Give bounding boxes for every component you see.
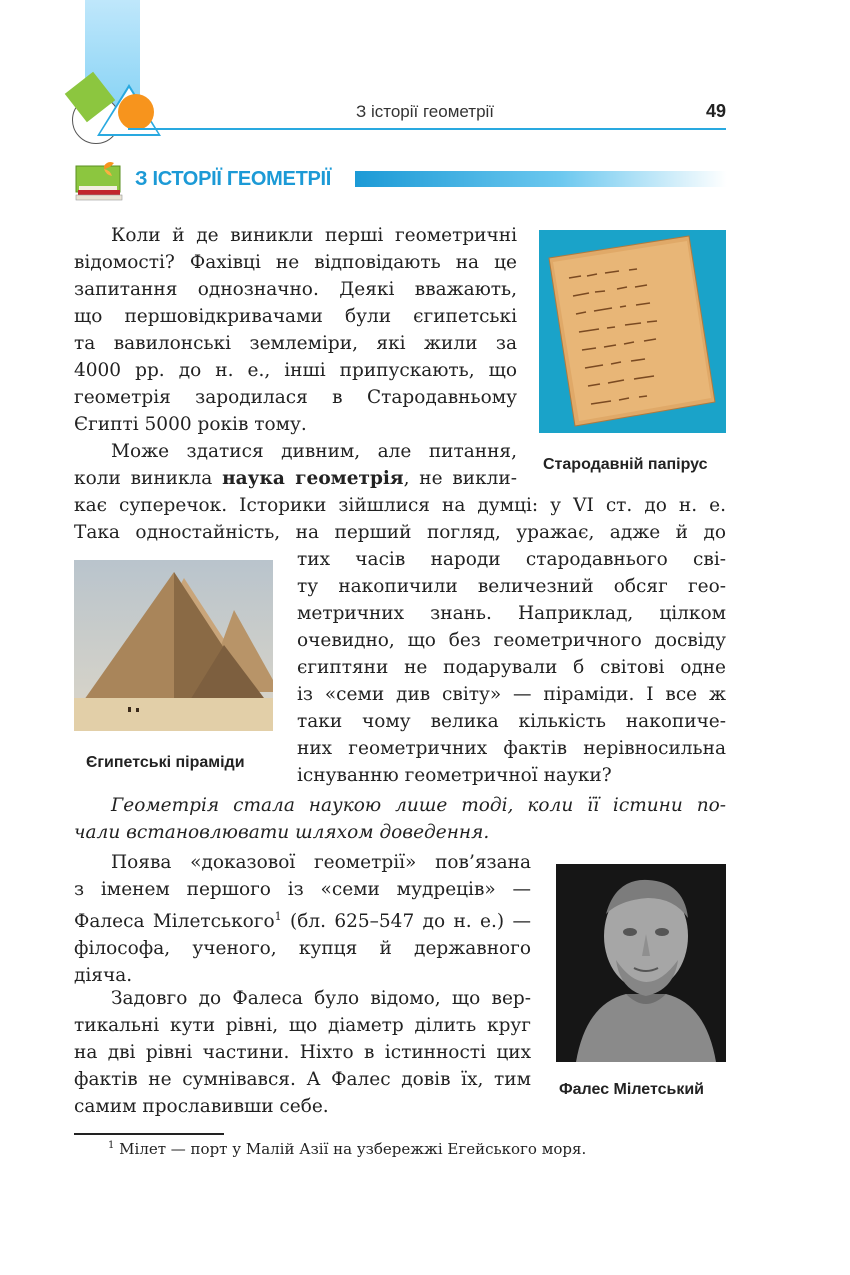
papyrus-caption: Стародавній папірус (543, 456, 708, 473)
paragraph-3 (74, 849, 531, 989)
thales-bust-image (556, 864, 726, 1062)
bold-term: наука геометрія (222, 468, 404, 489)
footnote-number: 1 (108, 1140, 115, 1151)
pyramids-image (74, 560, 273, 731)
paragraph-2-top (74, 438, 517, 492)
text-line: Може здатися дивним, але питання, (111, 441, 517, 462)
text-fragment: коли виникла (74, 468, 223, 489)
text-line: та вавилонські землеміри, які жили за (74, 333, 517, 354)
text-line: з іменем першого із «семи мудреців» — (74, 879, 531, 900)
text-line: тих часів народи стародавнього сві- (297, 549, 726, 570)
text-line: фактів не сумнівався. А Фалес довів їх, тим (74, 1069, 531, 1090)
text-fragment: (бл. 625–547 до н. е.) — (289, 911, 531, 933)
text-line: таки чому велика кількість накопиче- (297, 711, 726, 732)
text-line: чали встановлювати шляхом доведення. (74, 822, 490, 843)
section-title: З ІСТОРІЇ ГЕОМЕТРІЇ (135, 168, 331, 190)
thales-caption: Фалес Мілетський (559, 1081, 704, 1098)
text-line: геометрія зародилася в Стародавньому (74, 387, 517, 408)
running-title: З історії геометрії (355, 102, 495, 121)
text-line: діяча. (74, 965, 133, 987)
paragraph-2-full (74, 492, 726, 546)
text-line: єгиптяни не подарували б світові одне (297, 657, 726, 678)
text-line: філософа, ученого, купця й державного (74, 938, 531, 960)
papyrus-image (539, 230, 726, 433)
key-statement (74, 792, 726, 846)
footnote (108, 1140, 586, 1158)
paragraph-2-wrap (297, 546, 726, 789)
paragraph-1 (74, 222, 517, 438)
text-line: Поява «доказової геометрії» пов’язана (111, 852, 531, 873)
text-line: Така одностайність, на перший погляд, уражає, адже й до (74, 522, 726, 543)
header-rule (128, 128, 726, 130)
footnote-rule (74, 1133, 224, 1135)
text-line: кає суперечок. Історики зійшлися на думці: у VI ст. до н. е. (74, 495, 726, 516)
text-line: Коли й де виникли перші геометричні (111, 225, 517, 246)
text-line: на дві рівні частини. Ніхто в істинності цих (74, 1042, 531, 1063)
text-line: Задовго до Фалеса було відомо, що вер- (111, 988, 531, 1009)
section-title-bar (355, 171, 727, 187)
text-line: тикальні кути рівні, що діаметр ділить круг (74, 1015, 531, 1036)
text-line (74, 903, 531, 935)
text-line: ту накопичили величезний обсяг гео- (297, 576, 726, 597)
text-line: що першовідкривачами були єгипетські (74, 306, 517, 327)
text-line: Єгипті 5000 років тому. (74, 414, 307, 435)
text-line: самим прославивши себе. (74, 1096, 329, 1117)
text-line: очевидно, що без геометричного досвіду (297, 630, 726, 651)
pyramids-caption: Єгипетські піраміди (86, 754, 245, 771)
text-line: із «семи див світу» — піраміди. І все ж (297, 684, 726, 705)
orange-circle-shape-icon (118, 94, 154, 130)
text-line: запитання однозначно. Деякі вважають, (74, 279, 517, 300)
text-line: них геометричних фактів нерівносильна (297, 738, 726, 759)
text-fragment: , не викли- (403, 468, 518, 489)
paragraph-4 (74, 985, 531, 1120)
footnote-mark: 1 (274, 910, 282, 923)
text-line: відомості? Фахівці не відповідають на це (74, 252, 517, 273)
text-line (74, 465, 517, 492)
text-line: існуванню геометричної науки? (297, 765, 612, 786)
footnote-text: Мілет — порт у Малій Азії на узбережжі Егейського моря. (119, 1140, 587, 1158)
text-line: Геометрія стала наукою лише тоді, коли її істини по- (111, 795, 726, 816)
text-line: 4000 рр. до н. е., інші припускають, що (74, 360, 517, 381)
books-butterfly-icon (74, 160, 126, 204)
text-line: метричних знань. Наприклад, цілком (297, 603, 726, 624)
page-number: 49 (705, 101, 726, 121)
text-fragment: Фалеса Мілетського (74, 911, 275, 933)
